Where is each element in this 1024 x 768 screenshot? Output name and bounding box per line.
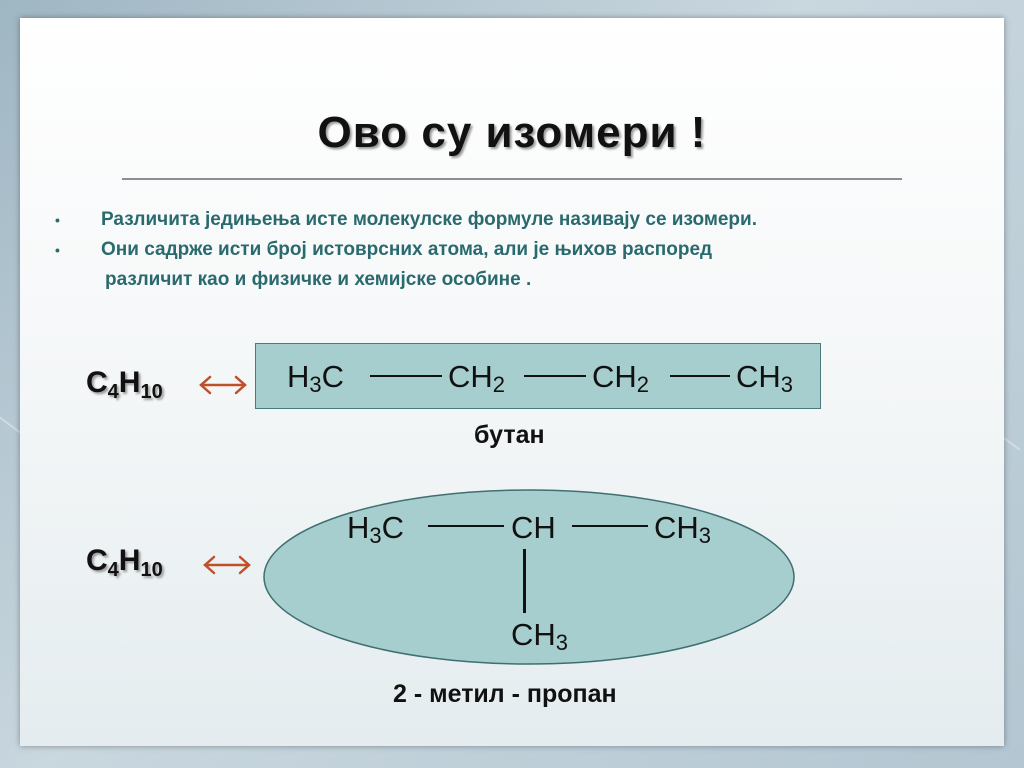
bond-line	[572, 525, 648, 527]
atom: CH	[592, 359, 637, 394]
atom-sub: 3	[698, 523, 712, 548]
atom: CH	[511, 617, 556, 652]
formula-c-sub: 4	[107, 559, 119, 581]
bullet-dot-icon: •	[55, 212, 60, 228]
atom: CH	[448, 359, 493, 394]
atom-sub: 2	[636, 372, 650, 397]
bullet-continuation-text: различит као и физичке и хемијске особине .	[105, 269, 532, 290]
atom-sub: 3	[555, 630, 569, 655]
molecular-formula	[86, 544, 163, 582]
atom-sub: 3	[369, 523, 382, 548]
bullet-item	[55, 205, 1015, 235]
formula-h: H	[118, 366, 141, 399]
title-divider	[122, 178, 902, 180]
atom-sub: 3	[309, 372, 322, 397]
butane-group-2	[448, 359, 505, 398]
double-arrow-icon	[202, 554, 252, 576]
atom-sub: 3	[780, 372, 794, 397]
butane-group-1	[287, 359, 344, 398]
butane-group-4	[736, 359, 793, 398]
atom: CH	[736, 359, 781, 394]
formula-h-sub: 10	[140, 559, 163, 581]
atom-sub: 2	[492, 372, 506, 397]
bond-line	[670, 375, 730, 377]
atom: C	[381, 510, 405, 545]
isobutane-group-3	[654, 510, 711, 549]
bullet-text: Они садрже исти број истоврсних атома, али је њихов распоред	[101, 239, 713, 260]
double-arrow-icon	[198, 374, 248, 396]
butane-group-3	[592, 359, 649, 398]
bullet-list	[55, 205, 1015, 295]
bullet-item	[55, 235, 1015, 265]
isobutane-name: 2 - метил - пропан	[393, 680, 617, 708]
atom: H	[287, 359, 310, 394]
bond-line	[370, 375, 442, 377]
vertical-bond-line	[523, 549, 526, 613]
formula-h-sub: 10	[140, 381, 163, 403]
bullet-dot-icon: •	[55, 242, 60, 258]
isobutane-group-2	[511, 510, 556, 546]
formula-c: C	[86, 544, 108, 577]
butane-name: бутан	[474, 421, 545, 449]
slide-title: Ово су изомери !	[317, 108, 707, 157]
atom: CH	[654, 510, 699, 545]
bullet-text: Различита једињења исте молекулске формуле називају се изомери.	[101, 209, 758, 230]
formula-c-sub: 4	[107, 381, 119, 403]
isobutane-group-1	[347, 510, 404, 549]
bond-line	[428, 525, 504, 527]
isobutane-group-4	[511, 617, 568, 656]
atom: H	[347, 510, 370, 545]
molecular-formula	[86, 366, 163, 404]
atom: CH	[511, 510, 556, 545]
formula-c: C	[86, 366, 108, 399]
formula-h: H	[118, 544, 141, 577]
atom: C	[321, 359, 345, 394]
bullet-continuation	[55, 265, 1015, 295]
bond-line	[524, 375, 586, 377]
